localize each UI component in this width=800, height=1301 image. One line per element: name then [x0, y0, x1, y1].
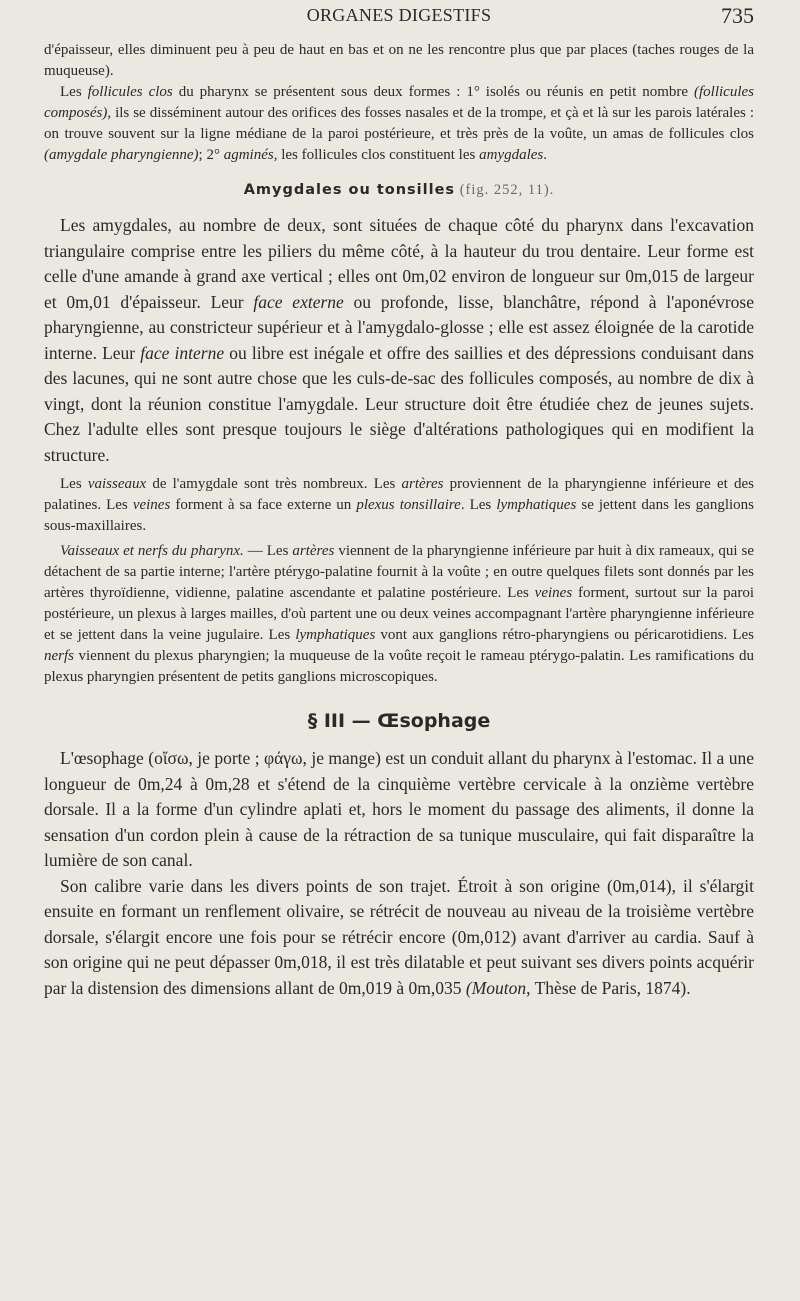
term: face externe: [253, 291, 344, 312]
text-run: viennent de la pharyngienne inférieure par huit à dix rameaux, qui se détachent de sa partie interne; l'artère ptérygo-palatine fournit à la voûte ; en outre quelques filets sont donnés par les artères thyroïdienne, vidienne, palatine ascendante et palatine postérieure. Les: [44, 543, 754, 601]
text-run: se jettent dans les ganglions sous-maxillaires.: [44, 497, 754, 534]
text-run: Son calibre varie dans les divers points de son trajet. Étroit à son origine (0m,014), il s'élargit ensuite en formant un renflement olivaire, se rétrécit de nouveau au niveau de la troisième vertèbre dorsale, s'élargit encore une fois pour se rétrécir encore (0m,012) avant d'arriver au cardia. Sauf à son origine qui ne peut dépasser 0m,018, il est très dilatable et peut suivant ses divers points acquérir par la distension des dimensions allant de 0m,019 à 0m,035: [44, 875, 754, 998]
amygdales-paragraph-1: [44, 213, 754, 468]
term: lymphatiques: [295, 627, 376, 643]
term: veines: [534, 585, 573, 601]
running-head: [44, 0, 754, 40]
oesophage-paragraph-2: [44, 874, 754, 1002]
text-run: du pharynx se présentent sous deux formes : 1° isolés ou réunis en petit nombre: [172, 84, 695, 100]
text-run: Les: [60, 84, 88, 100]
term: (amygdale pharyngienne): [44, 147, 199, 163]
text-run: d'épaisseur, elles diminuent peu à peu de haut en bas et on ne les rencontre plus que par places (taches rouges de la muqueuse).: [44, 42, 754, 79]
heading-text: Amygdales ou tonsilles: [243, 182, 456, 198]
vaisseaux-paragraph: [44, 541, 754, 688]
term: artères: [401, 476, 444, 492]
text-run: viennent du plexus pharyngien; la muqueuse de la voûte reçoit le rameau ptérygo-palatin. Les ramifications du plexus pharyngien présentent de petits ganglions microscopiques.: [44, 648, 754, 685]
intro-paragraph-1: [44, 40, 754, 82]
text-run: , les follicules clos constituent les: [273, 147, 480, 163]
text-run: , Thèse de Paris, 1874).: [526, 977, 691, 998]
text-run: L'œsophage (οἴσω, je porte ; φάγω, je mange) est un conduit allant du pharynx à l'estomac. Il a une longueur de 0m,24 à 0m,28 et s'étend de la cinquième vertèbre cervicale à la onzième vertèbre dorsale. Il a la forme d'un cylindre aplati et, hors le moment du passage des aliments, il donne la sensation d'un cordon plein à cause de la rétraction de sa tunique musculaire, qui fait disparaître la lumière de son canal.: [44, 748, 754, 870]
text-run: de l'amygdale sont très nombreux. Les: [146, 476, 402, 492]
term: (Mouton: [465, 977, 527, 998]
page-number: 735: [721, 3, 754, 28]
amygdales-heading: [44, 182, 754, 199]
text-run: proviennent de la pharyngienne inférieure et des palatines. Les: [44, 476, 754, 513]
amygdales-paragraph-2: [44, 474, 754, 537]
section-heading-oesophage: § III — Œsophage: [307, 710, 491, 732]
term: artères: [292, 543, 335, 559]
text-run: ; 2°: [198, 147, 224, 163]
text-run: . Les: [460, 497, 497, 513]
term: lymphatiques: [496, 497, 577, 513]
running-title: ORGANES DIGESTIFS: [306, 5, 492, 25]
text-run: ou libre est inégale et offre des saillies et des dépressions conduisant dans des lacunes, qui ne sont autre chose que les culs-de-sac des follicules composés, au nombre de dix à vingt, dont la réunion constitue l'amygdale. Leur structure doit être étudiée chez de jeunes sujets. Chez l'adulte elles sont presque toujours le siège d'altérations pathologiques qui en modifient la structure.: [44, 342, 754, 465]
text-run: Les amygdales, au nombre de deux, sont situées de chaque côté du pharynx dans l'excavation triangulaire comprise entre les piliers du même côté, à la hauteur du trou dentaire. Leur forme est celle d'une amande à grand axe vertical ; elles ont 0m,02 environ de longueur sur 0m,015 de largeur et 0m,01 d'épaisseur. Leur: [44, 215, 754, 312]
text-run: .: [543, 147, 548, 163]
text-run: forment à sa face externe un: [170, 497, 357, 513]
term: nerfs: [44, 648, 74, 664]
term: plexus tonsillaire: [356, 497, 461, 513]
term: Vaisseaux et nerfs du pharynx.: [60, 543, 244, 559]
term: amygdales: [479, 147, 544, 163]
text-run: ou profonde, lisse, blanchâtre, répond à l'aponévrose pharyngienne, au constricteur supérieur et à l'amygdalo-glosse ; elle est assez éloignée de la carotide interne. Leur: [44, 291, 754, 363]
term: vaisseaux: [87, 476, 147, 492]
figure-reference: (fig. 252, 11).: [455, 182, 555, 198]
text-run: , ils se disséminent autour des orifices des fosses nasales et de la trompe, et çà et là sur les parois latérales : on trouve souvent sur la ligne médiane de la paroi postérieure, et très près de la voûte, un amas de follicules clos: [44, 105, 754, 142]
term: agminés: [223, 147, 274, 163]
term: (follicules composés): [44, 84, 755, 121]
text-run: — Les: [243, 543, 293, 559]
term: veines: [132, 497, 171, 513]
term: face interne: [140, 342, 225, 363]
oesophage-paragraph-1: [44, 746, 754, 874]
text-run: Les: [60, 476, 88, 492]
text-run: forment, surtout sur la paroi postérieure, un plexus à larges mailles, d'où partent une ou deux veines accompagnant l'artère pharyngienne inférieure et se jettent dans la veine jugulaire. Les: [44, 585, 754, 643]
text-run: vont aux ganglions rétro-pharyngiens ou péricarotidiens. Les: [375, 627, 754, 643]
intro-paragraph-2: [44, 82, 754, 166]
term: follicules clos: [87, 84, 173, 100]
